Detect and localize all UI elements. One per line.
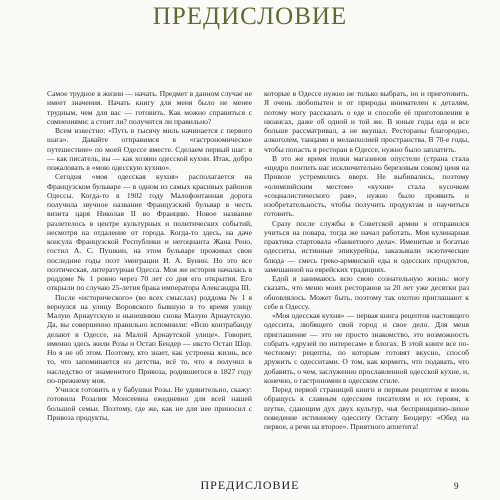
paragraph: «Моя одесская кухня» — первая книга рецептов настоящего одессита, любящего свой город и свое дело. Для меня приглашение — это не просто знакомство, это возможность собрать «друзей по интересам» в блогах. В этой книге все по-честному: рецепты, по которым готовят вкусно, способ дружить с одесситами. О том, как кормить, что подавать, что добавить, о чем, заслуженно прославленной одесской кухне, и, конечно, о гастрономии в одесском стиле. [264,311,469,385]
page-title: ПРЕДИСЛОВИЕ [152,3,348,30]
paragraph: В это же время полки магазинов опустели (страна стала «щедро понтить нас исключительно березовым соком) ценя на Привозе устремились вверх. Не выбивались, поэтому «олимпийским местом» «кухня» стала кусочком «социалистического рая», нужно было проявить и изобретательность, чтобы получить продуктам и научиться готовить. [264,153,469,219]
page-number: 9 [454,481,459,491]
paragraph: Сегодня «моя одесская кухня» располагается на Французском бульваре — в одном из самых красивых районов Одессы. Когда-то в 1902 году Малофонтанная дорога получила звучное название Французский бульвар в честь визита царя Николая II во Францию. Новое название разлетелось в центре культурных и политических событий, несмотря на отдаление от города. Когда-то здесь, на даче консула Французской Республики и негоцианта Жана Рено, гостил А. С. Пушкин, на этом бульваре проживал свои последние годы поэт эмиграции И. А. Бунин. Но это все поэтическая, литературная Одесса. Моя же история началась в роддоме № 1 ровно через 70 лет со дня его открытия. Его открыли по случаю 25-летия брака императора Александра III. [47,172,252,293]
paragraph: Сразу после службы в Советской армии я отправился учиться на повара, тогда же начал работать. Моя кулинарная практика стартовала «банкетного дела». Именитые и богатые одесситы, истинные эпикурейцы, заказывали экзотические блюда — смесь греко-армянской еды и одесских продуктов, замешанной на еврейских традициях. [264,218,469,274]
paragraph: Перед первой страницей книги и первым рецептом я вновь обращусь к славным одесским писателям и их героям, к шутке, сдающим дух двух культур, чья беспринципно-лихое поведение истинному одесситу Остапу Бендеру: «Обед на первое, а речи на второе». Приятного аппетита! [264,385,469,431]
paragraph: Всем известно: «Путь в тысячу миль начинается с первого шага». Давайте отправимся в «гастрономическое путешествие» по моей Одессе вместе. Сделаем первый шаг: я — как писатель, вы — как хозяин одесской кухни. Итак, добро пожаловать в «мою одесскую кухню». [47,126,252,172]
right-column [264,89,469,469]
footer-running-title: ПРЕДИСЛОВИЕ [200,478,300,492]
paragraph: которые в Одессе нужно не только выбрать, но и приготовить. Я очень любопытен и от природы внимателен к деталям, потому могу рассказать о еде и способе её приготовления в нюансах, даже об одной и той же. В юные годы еда и все больше рассматривал, а не вкушал. Рестораны благородно, алкоголем, танцами и меланхолией пространства. В 70-е годы, чтобы попасть в ресторан в Одессе, нужно было заплатить. [264,89,469,154]
paragraph: Самое трудное в жизни — начать. Предмет в данном случае не имеет значения. Начать книгу для меня было не менее трудным, чем для вас — готовить. Как можно справиться с сомнениями: а стоит ли? получится ли правильно? [47,89,252,126]
paragraph: После «исторического» (во всех смыслах) роддома № 1 я вернулся на улицу Воровского бывшую в то время улицу Малую Арнаутскую и нынешнюю снова Малую Арнаутскую. Да, вы совершенно правильно вспомнили: «Всю контрабанду делают в Одессе, на Малой Арнаутской улице». Говорит, именно здесь жили Розы и Остап Бендер — иксто Остап Шор. Но я не об этом. Поэтому, кто знает, как устроена жизнь, все то, что запоминается из детства, всё то, что я получил в наследство от знаменитого Привоза, родившегося в 1827 году по-прежнему моя. [47,292,252,385]
paragraph: Учился готовить я у бабушки Розы. Не удивительно, скажу: готовила Розалия Моисеевна ежедневно для всей нашей большой семьи. Поэтому, где же, как не для нее приносил с Привоза продукты, [47,385,252,422]
left-column [47,89,252,469]
paragraph: Едой я занимаюсь всю свою сознательную жизнь: могу сказать, что меню моих ресторанов за 20 лет уже десятки раз обновлялось. Может быть, поэтому так охотно приглашают к себе в Одессу. [264,274,469,311]
text-columns [47,89,469,469]
